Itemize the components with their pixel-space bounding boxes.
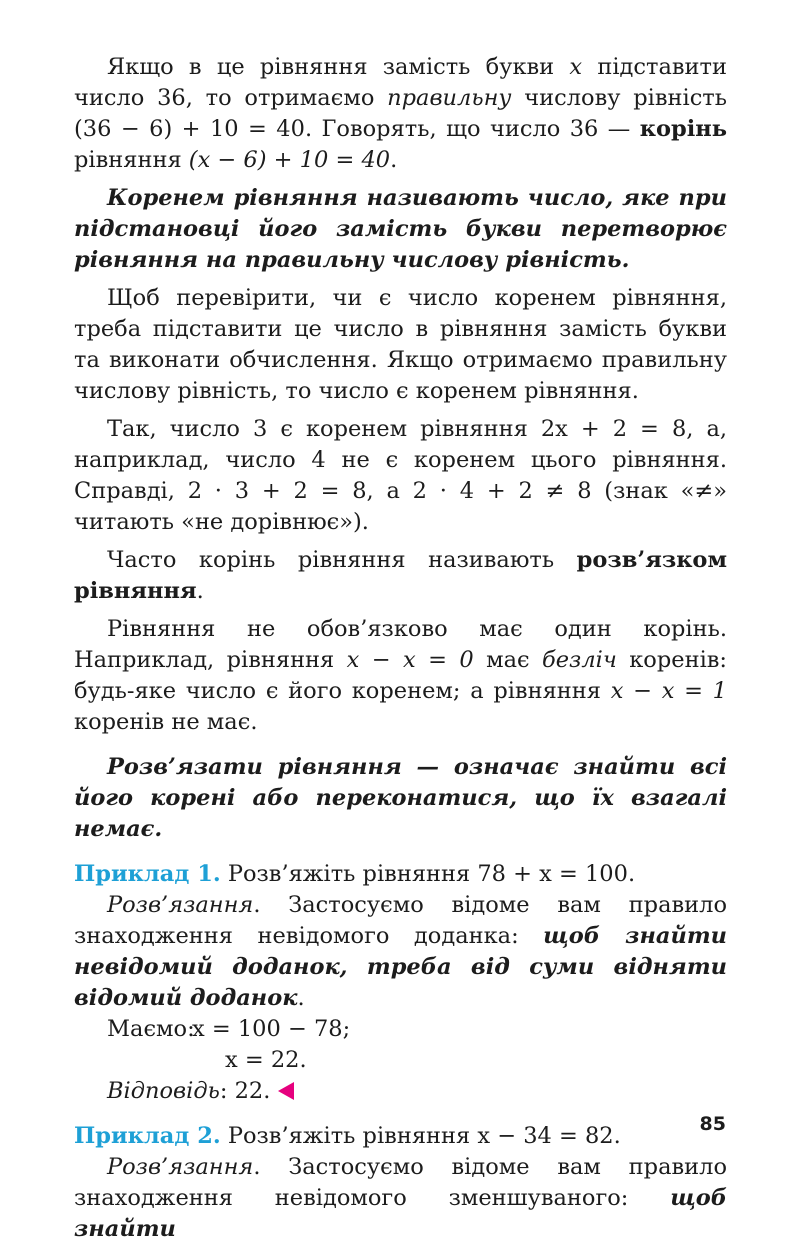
definition-solve: Розв’язати рівняння — означає знайти всі його корені або переконатися, що їх взагалі немає. bbox=[74, 754, 727, 842]
equation: 2 · 4 + 2 ≠ 8 bbox=[412, 478, 592, 504]
equation: x − x = 1 bbox=[610, 678, 727, 704]
paragraph-solution-term: Часто корінь рівняння називають розв’язком рівняння. bbox=[74, 547, 727, 604]
equation: 78 + x = 100 bbox=[477, 861, 628, 887]
paragraph-example: Так, число 3 є коренем рівняння 2x + 2 = 8, а, наприклад, число 4 не є коренем цього рівняння. Справді, 2 · 3 + 2 = 8, а 2 · 4 + 2 ≠ 8 (знак «≠» читають «не дорівнює»). bbox=[74, 416, 728, 535]
term-solution: розв’язком рівняння bbox=[74, 547, 727, 604]
page-content bbox=[74, 52, 727, 1245]
equation: 2 · 3 + 2 = 8 bbox=[187, 478, 367, 504]
equation: x = 22. bbox=[225, 1047, 307, 1073]
example-1-heading: Приклад 1. Розв’яжіть рівняння 78 + x = 100. bbox=[74, 861, 636, 887]
example-1-label: Приклад 1. bbox=[74, 861, 221, 887]
paragraph-roots: Рівняння не обов’язково має один корінь. Наприклад, рівняння x − x = 0 має безліч коренів: будь-яке число є його коренем; а рівняння x − x = 1 коренів не має. bbox=[74, 616, 728, 735]
paragraph-check: Щоб перевірити, чи є число коренем рівняння, треба підставити це число в рівняння замість букви та виконати обчислення. Якщо отримаємо правильну числову рівність, то число є коренем рівняння. bbox=[74, 285, 727, 404]
equation: 2x + 2 = 8 bbox=[540, 416, 687, 442]
example-1-answer: Відповідь: 22. bbox=[74, 1076, 727, 1107]
example-2-label: Приклад 2. bbox=[74, 1123, 221, 1149]
paragraph-root-intro: Якщо в це рівняння замість букви x підставити число 36, то отримаємо правильну числову рівність (36 − 6) + 10 = 40. Говорять, що число 36 — корінь рівняння (x − 6) + 10 = 40. bbox=[74, 54, 728, 173]
example-2-solution: Розв’язання. Застосуємо відоме вам правило знаходження невідомого зменшуваного: щоб знайти bbox=[74, 1154, 727, 1242]
term-root: корінь bbox=[639, 116, 727, 142]
end-marker-triangle-icon bbox=[278, 1082, 294, 1100]
rule-text: щоб знайти bbox=[74, 1185, 727, 1242]
example-2-heading: Приклад 2. Розв’яжіть рівняння x − 34 = 82. bbox=[74, 1123, 621, 1149]
work-row: Маємо:x = 100 − 78; bbox=[107, 1016, 351, 1042]
equation: x − x = 0 bbox=[346, 647, 474, 673]
page-number: 85 bbox=[699, 1113, 726, 1135]
equation: (36 − 6) + 10 = 40 bbox=[74, 116, 305, 142]
work-row bbox=[74, 1045, 727, 1076]
example-1-solution: Розв’язання. Застосуємо відоме вам правило знаходження невідомого доданка: щоб знайти невідомий доданок, треба від суми відняти відомий доданок. bbox=[74, 892, 727, 1011]
equation: x = 100 − 78; bbox=[192, 1016, 351, 1042]
example-1-work bbox=[74, 1014, 727, 1076]
equation: x − 34 = 82 bbox=[477, 1123, 614, 1149]
equation: (x − 6) + 10 = 40 bbox=[188, 147, 391, 173]
rule-text: щоб знайти невідомий доданок, треба від суми відняти відомий доданок bbox=[74, 923, 727, 1011]
definition-root: Коренем рівняння називають число, яке при підстановці його замість букви перетворює рівняння на правильну числову рівність. bbox=[74, 185, 727, 273]
